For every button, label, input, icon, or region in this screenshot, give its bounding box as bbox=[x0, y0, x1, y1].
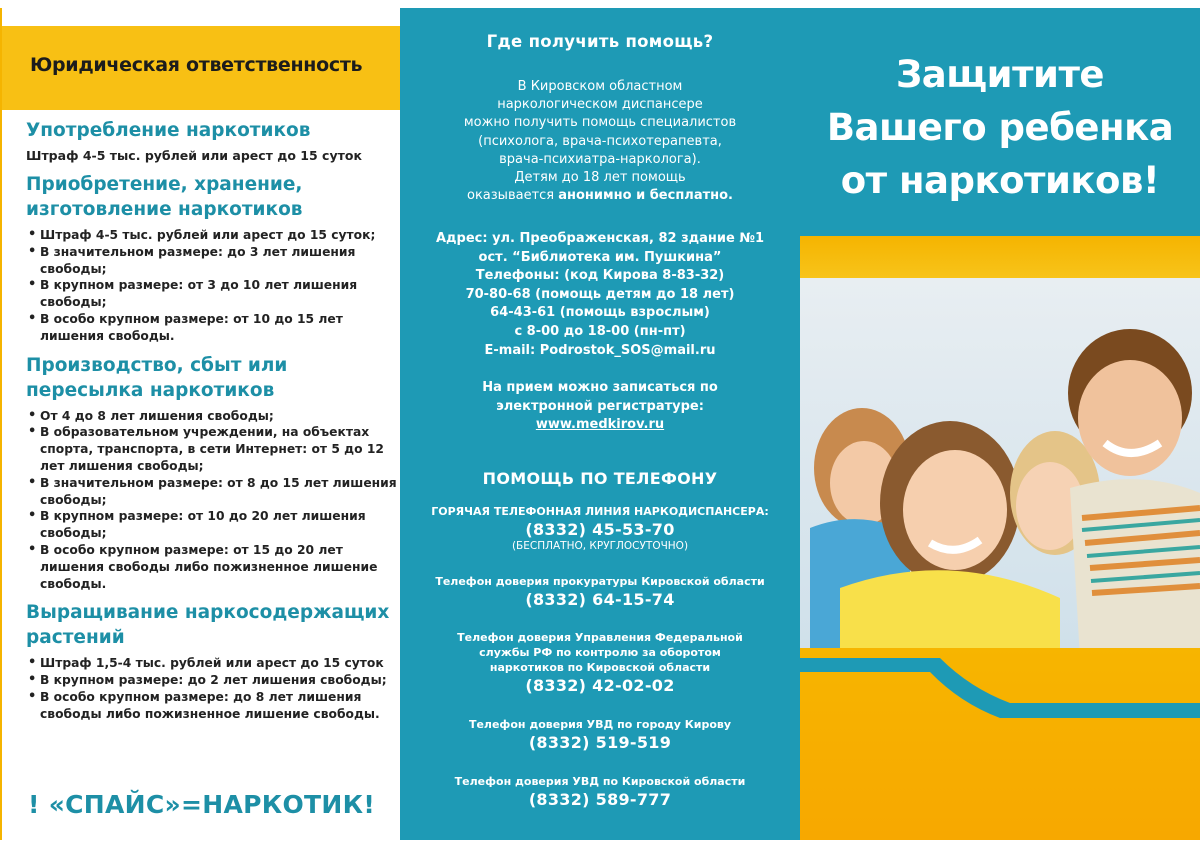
hotline-block bbox=[400, 504, 800, 553]
intro-anonymous: анонимно и бесплатно. bbox=[558, 188, 733, 204]
hotline-caption: Телефон доверия Управления Федеральной bbox=[457, 631, 743, 644]
hotline-block bbox=[400, 717, 800, 753]
penalty-list bbox=[26, 227, 398, 345]
address-line: Телефоны: (код Кирова 8-83-32) bbox=[475, 268, 725, 284]
hotline-note: (БЕСПЛАТНО, КРУГЛОСУТОЧНО) bbox=[511, 540, 689, 552]
cover-headline bbox=[800, 48, 1200, 207]
legal-banner-title: Юридическая ответственность bbox=[30, 54, 363, 76]
list-item: • От 4 до 8 лет лишения свободы; bbox=[26, 408, 398, 425]
address-line: с 8-00 до 18-00 (пн-пт) bbox=[514, 323, 686, 339]
section-heading: Употребление наркотиков bbox=[26, 120, 311, 141]
clinic-address bbox=[410, 230, 790, 360]
hotline-caption: Телефон доверия УВД по Кировской области bbox=[454, 775, 746, 788]
hotline-number: (8332) 45-53-70 bbox=[525, 520, 675, 539]
help-panel bbox=[400, 8, 800, 840]
yellow-band bbox=[800, 236, 1200, 284]
section-heading: Приобретение, хранение, изготовление наркотиков bbox=[26, 174, 303, 220]
headline-line: Вашего ребенка bbox=[826, 106, 1174, 149]
registry-link[interactable]: www.medkirov.ru bbox=[535, 417, 665, 433]
address-line: ост. “Библиотека им. Пушкина” bbox=[478, 249, 722, 265]
list-item: • В значительном размере: до 3 лет лишения свободы; bbox=[26, 244, 398, 278]
headline-line: Защитите bbox=[896, 53, 1104, 96]
list-item: • В крупном размере: от 10 до 20 лет лишения свободы; bbox=[26, 508, 398, 542]
list-item: • В особо крупном размере: от 15 до 20 лет лишения свободы либо пожизненное лишение свободы. bbox=[26, 542, 398, 592]
intro-line-last bbox=[420, 187, 780, 205]
list-item: • Штраф 1,5-4 тыс. рублей или арест до 15 суток bbox=[26, 655, 398, 672]
list-item: • Штраф 4-5 тыс. рублей или арест до 15 суток; bbox=[26, 227, 398, 244]
children-photo bbox=[800, 278, 1200, 658]
list-item: • В особо крупном размере: от 10 до 15 лет лишения свободы. bbox=[26, 311, 398, 345]
hotline-number: (8332) 589-777 bbox=[528, 790, 672, 809]
hotline-caption: службы РФ по контролю за оборотом bbox=[479, 646, 721, 659]
email-line: E-mail: Podrostok_SOS@mail.ru bbox=[484, 342, 716, 358]
cover-panel bbox=[800, 8, 1200, 840]
hotline-caption: Телефон доверия УВД по городу Кирову bbox=[468, 718, 732, 731]
hotline-number: (8332) 42-02-02 bbox=[525, 676, 675, 695]
registration-line: На прием можно записаться по bbox=[482, 380, 718, 395]
intro-line: Детям до 18 лет помощь bbox=[514, 170, 686, 186]
intro-line: врача-психиатра-нарколога). bbox=[499, 151, 701, 167]
address-line: 70-80-68 (помощь детям до 18 лет) bbox=[465, 286, 735, 302]
hotline-number: (8332) 64-15-74 bbox=[525, 590, 675, 609]
intro-line: (психолога, врача-психотерапевта, bbox=[478, 133, 722, 149]
address-line: Адрес: ул. Преображенская, 82 здание №1 bbox=[435, 231, 765, 246]
hotline-caption: Телефон доверия прокуратуры Кировской области bbox=[435, 575, 765, 588]
legal-panel bbox=[0, 8, 400, 840]
hotline-number: (8332) 519-519 bbox=[528, 733, 672, 752]
intro-line: наркологическом диспансере bbox=[497, 97, 703, 113]
help-intro bbox=[420, 78, 780, 205]
hotline-caption: наркотиков по Кировской области bbox=[489, 661, 711, 674]
section-text: Штраф 4-5 тыс. рублей или арест до 15 суток bbox=[26, 148, 362, 163]
section-heading: Выращивание наркосодержащих растений bbox=[26, 602, 390, 649]
intro-prefix: оказывается bbox=[467, 188, 559, 204]
penalty-list bbox=[26, 408, 398, 593]
help-title: Где получить помощь? bbox=[486, 32, 714, 51]
list-item: • В значительном размере: от 8 до 15 лет лишения свободы; bbox=[26, 475, 398, 509]
hotline-block bbox=[400, 574, 800, 610]
registration-line: электронной регистратуре: bbox=[496, 398, 704, 414]
headline-line: от наркотиков! bbox=[840, 159, 1160, 202]
intro-line: можно получить помощь специалистов bbox=[463, 115, 737, 131]
registration-info bbox=[420, 379, 780, 435]
hotline-block bbox=[400, 774, 800, 810]
phone-help-title: ПОМОЩЬ ПО ТЕЛЕФОНУ bbox=[482, 469, 718, 488]
list-item: • В особо крупном размере: до 8 лет лишения свободы либо пожизненное лишение свободы. bbox=[26, 689, 398, 723]
list-item: • В образовательном учреждении, на объектах спорта, транспорта, в сети Интернет: от 5 до 12 лет лишения свободы; bbox=[26, 424, 398, 474]
children-illustration bbox=[800, 278, 1200, 658]
address-line: 64-43-61 (помощь взрослым) bbox=[490, 305, 710, 321]
list-item: • В крупном размере: до 2 лет лишения свободы; bbox=[26, 672, 398, 689]
legal-banner bbox=[2, 26, 400, 110]
list-item: • В крупном размере: от 3 до 10 лет лишения свободы; bbox=[26, 277, 398, 311]
spice-slogan: ! «СПАЙС»=НАРКОТИК! bbox=[28, 790, 376, 819]
hotline-caption: ГОРЯЧАЯ ТЕЛЕФОННАЯ ЛИНИЯ НАРКОДИСПАНСЕРА: bbox=[431, 505, 769, 518]
section-heading: Производство, сбыт или пересылка наркотиков bbox=[26, 354, 288, 401]
penalty-list bbox=[26, 655, 398, 722]
legal-content bbox=[26, 118, 398, 731]
intro-line: В Кировском областном bbox=[517, 79, 683, 94]
yellow-footer bbox=[800, 648, 1200, 840]
teal-wave bbox=[800, 648, 1200, 840]
hotline-block bbox=[400, 630, 800, 696]
